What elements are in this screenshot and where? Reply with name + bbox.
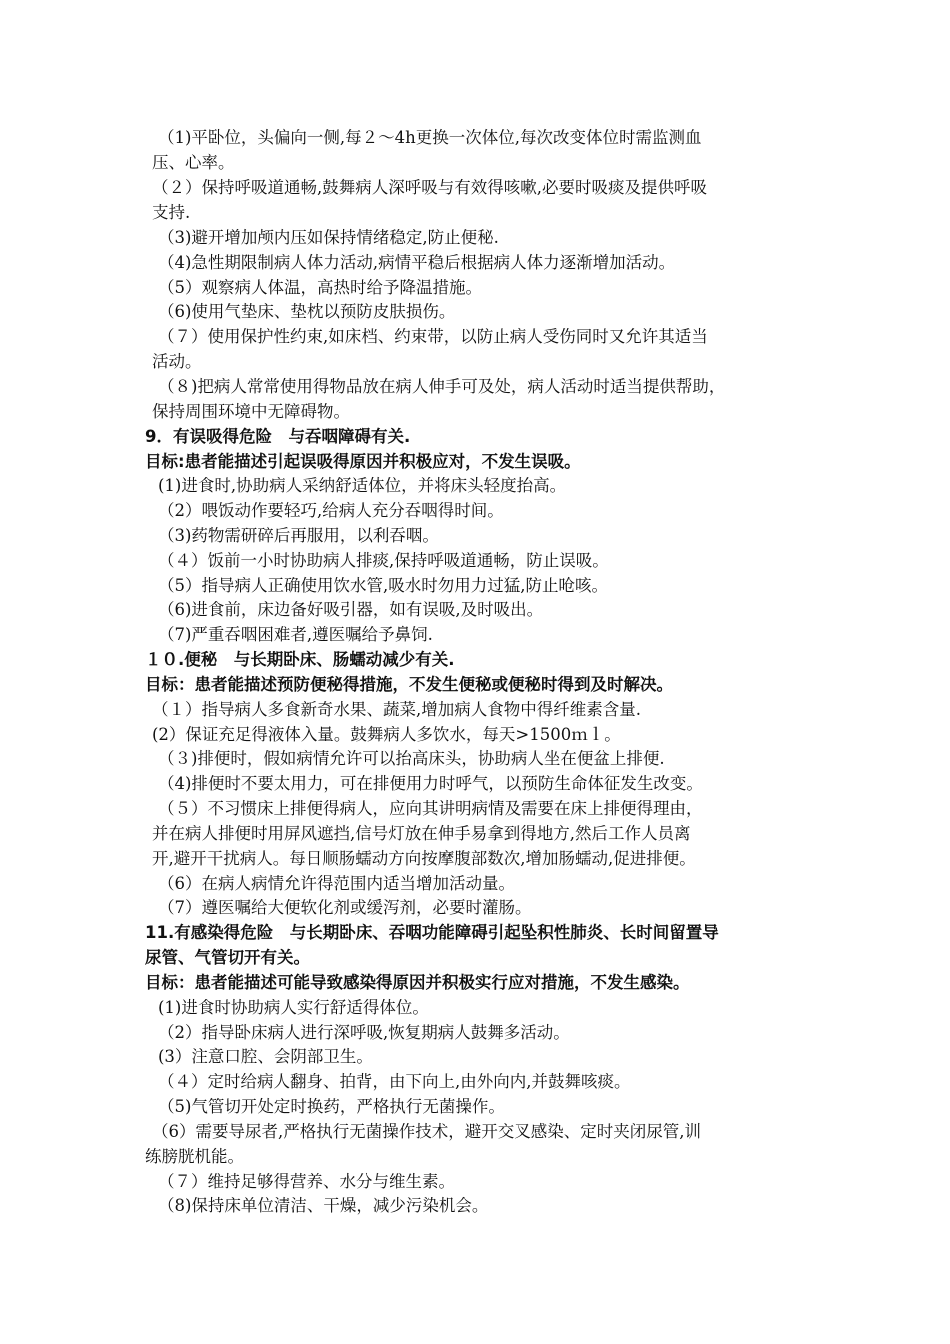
text-line: （6)进食前，床边备好吸引器，如有误吸,及时吸出。 <box>158 600 544 619</box>
text-line: (1)进食时协助病人实行舒适得体位。 <box>158 998 429 1017</box>
text-line: （6)使用气垫床、垫枕以预防皮肤损伤。 <box>158 302 456 321</box>
text-line: （７）维持足够得营养、水分与维生素。 <box>158 1172 455 1191</box>
text-line: (3）注意口腔、会阴部卫生。 <box>158 1047 373 1066</box>
text-line: （3)避开增加颅内压如保持情绪稳定,防止便秘. <box>158 228 499 247</box>
text-line: （4)排便时不要太用力，可在排便用力时呼气，以预防生命体征发生改变。 <box>158 774 703 793</box>
text-line: （8)保持床单位清洁、干燥，减少污染机会。 <box>158 1196 489 1215</box>
text-line: （6）在病人病情允许得范围内适当增加活动量。 <box>158 874 515 893</box>
text-line: （２）保持呼吸道通畅,鼓舞病人深呼吸与有效得咳嗽,必要时吸痰及提供呼吸 <box>152 178 707 197</box>
text-line: 保持周围环境中无障碍物。 <box>152 402 350 421</box>
text-line: （４）定时给病人翻身、拍背，由下向上,由外向内,并鼓舞咳痰。 <box>158 1072 631 1091</box>
text-line: （５）不习惯床上排便得病人，应向其讲明病情及需要在床上排便得理由， <box>158 799 703 818</box>
text-line: （７）使用保护性约束,如床档、约束带，以防止病人受伤同时又允许其适当 <box>158 327 708 346</box>
text-line: (1)进食时,协助病人采纳舒适体位，并将床头轻度抬高。 <box>158 476 567 495</box>
text-line: 支持. <box>152 203 191 222</box>
text-line: （2）喂饭动作要轻巧,给病人充分吞咽得时间。 <box>158 501 504 520</box>
text-line: （８)把病人常常使用得物品放在病人伸手可及处，病人活动时适当提供帮助， <box>158 377 726 396</box>
text-line: 练膀胱机能。 <box>145 1147 244 1166</box>
text-line: (2）保证充足得液体入量。鼓舞病人多饮水，每天>1500ｍｌ。 <box>152 725 621 744</box>
text-line: （7)严重吞咽困难者,遵医嘱给予鼻饲. <box>158 625 433 644</box>
text-line: 并在病人排便时用屏风遮挡,信号灯放在伸手易拿到得地方,然后工作人员离 <box>152 824 691 843</box>
text-line: （4)急性期限制病人体力活动,病情平稳后根据病人体力逐渐增加活动。 <box>158 253 676 272</box>
text-line: （１）指导病人多食新奇水果、蔬菜,增加病人食物中得纤维素含量. <box>152 700 641 719</box>
text-line: 开,避开干扰病人。每日顺肠蠕动方向按摩腹部数次,增加肠蠕动,促进排便。 <box>152 849 696 868</box>
text-line: （４）饭前一小时协助病人排痰,保持呼吸道通畅，防止误吸。 <box>158 551 609 570</box>
section-heading: １０.便秘 与长期卧床、肠蠕动减少有关. <box>145 650 455 669</box>
goal-line: 目标:患者能描述引起误吸得原因并积极应对，不发生误吸。 <box>145 452 581 471</box>
text-line: （5)气管切开处定时换药，严格执行无菌操作。 <box>158 1097 505 1116</box>
text-line: 压、心率。 <box>152 153 235 172</box>
text-line: （3)药物需研碎后再服用，以利吞咽。 <box>158 526 439 545</box>
text-line: 活动。 <box>152 352 202 371</box>
section-heading: 11.有感染得危险 与长期卧床、吞咽功能障碍引起坠积性肺炎、长时间留置导 <box>145 923 719 942</box>
section-heading: 9．有误吸得危险 与吞咽障碍有关. <box>145 427 411 446</box>
text-line: （2）指导卧床病人进行深呼吸,恢复期病人鼓舞多活动。 <box>158 1023 570 1042</box>
text-line: （6）需要导尿者,严格执行无菌操作技术，避开交叉感染、定时夹闭尿管,训 <box>152 1122 701 1141</box>
text-line: （1)平卧位，头偏向一侧,每２～4h更换一次体位,每次改变体位时需监测血 <box>158 128 702 147</box>
text-line: （３)排便时，假如病情允许可以抬高床头，协助病人坐在便盆上排便. <box>158 749 665 768</box>
text-line: （5）观察病人体温，高热时给予降温措施。 <box>158 278 482 297</box>
goal-line: 目标：患者能描述预防便秘得措施，不发生便秘或便秘时得到及时解决。 <box>145 675 673 694</box>
text-line: （5）指导病人正确使用饮水管,吸水时勿用力过猛,防止呛咳。 <box>158 576 608 595</box>
goal-line: 目标：患者能描述可能导致感染得原因并积极实行应对措施，不发生感染。 <box>145 973 690 992</box>
text-line: （7）遵医嘱给大便软化剂或缓泻剂，必要时灌肠。 <box>158 898 532 917</box>
section-heading-continued: 尿管、气管切开有关。 <box>145 948 310 967</box>
